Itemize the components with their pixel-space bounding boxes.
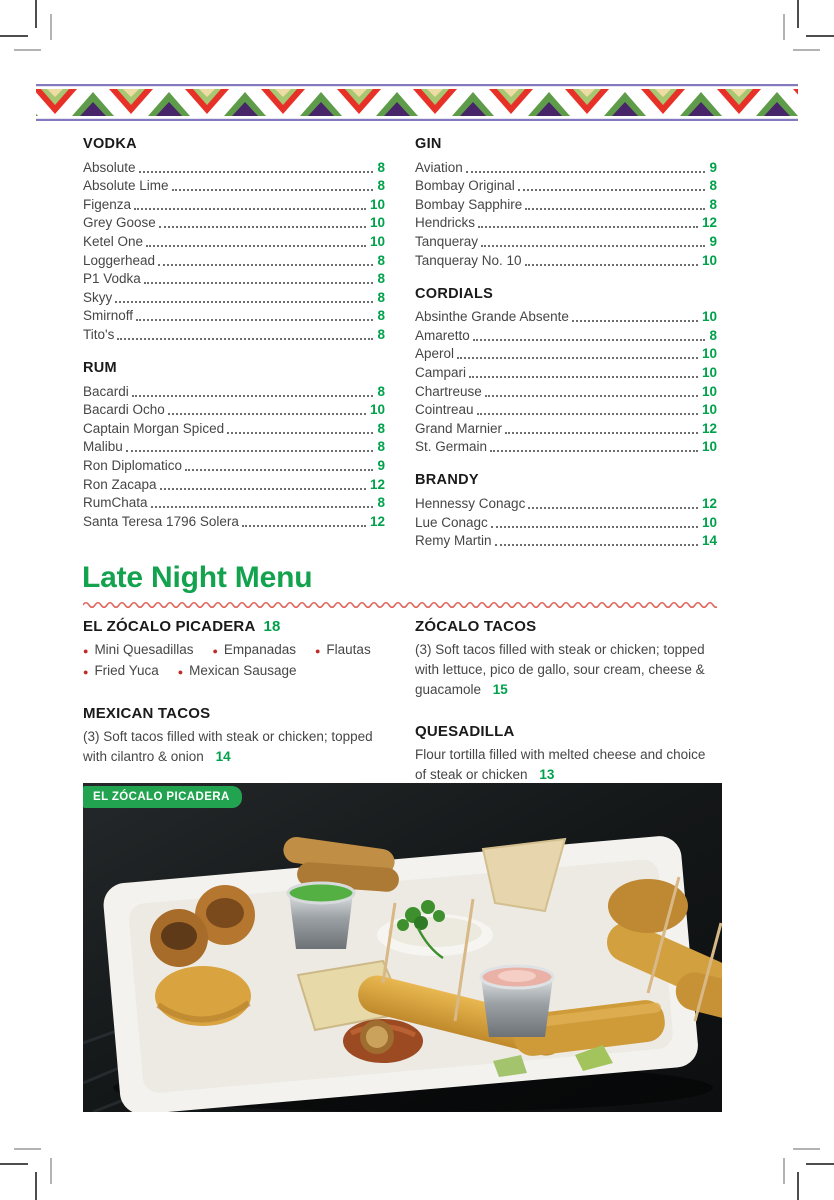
item-name: Amaretto bbox=[415, 327, 470, 343]
item-price: 12 bbox=[701, 495, 717, 511]
menu-item-row bbox=[415, 493, 717, 512]
item-name: Figenza bbox=[83, 196, 132, 212]
dot-leader bbox=[457, 357, 698, 359]
food-item-description: (3) Soft tacos filled with steak or chicken; topped with cilantro & onion 14 bbox=[83, 729, 373, 764]
pink-sauce-cup bbox=[481, 966, 553, 1037]
item-name: RumChata bbox=[83, 495, 148, 511]
section-title: VODKA bbox=[83, 136, 137, 152]
item-price: 8 bbox=[377, 178, 385, 194]
item-name: Grand Marnier bbox=[415, 420, 503, 436]
dot-leader bbox=[185, 469, 373, 471]
dot-leader bbox=[151, 506, 374, 508]
food-item-title: EL ZÓCALO PICADERA 18 bbox=[83, 618, 281, 635]
item-name: Absolute Lime bbox=[83, 178, 169, 194]
bullet-dot-icon: ● bbox=[314, 646, 321, 656]
menu-item-row bbox=[415, 213, 717, 232]
menu-item-row bbox=[415, 418, 717, 437]
bullet-dot-icon: ● bbox=[212, 646, 218, 656]
dot-leader bbox=[481, 245, 705, 247]
wavy-divider bbox=[83, 599, 717, 609]
item-price: 10 bbox=[701, 514, 717, 530]
dot-leader bbox=[144, 282, 374, 284]
item-name: Ketel One bbox=[83, 233, 144, 249]
menu-item-row bbox=[83, 437, 385, 456]
item-name: Tanqueray No. 10 bbox=[415, 252, 522, 268]
menu-item-row bbox=[415, 194, 717, 213]
item-price: 12 bbox=[701, 215, 717, 231]
dish-photo bbox=[83, 783, 722, 1112]
dot-leader bbox=[160, 488, 366, 490]
item-name: Skyy bbox=[83, 289, 113, 305]
item-name: Malibu bbox=[83, 439, 123, 455]
item-name: Chartreuse bbox=[415, 383, 482, 399]
item-name: Hendricks bbox=[415, 215, 476, 231]
bullet-line bbox=[83, 640, 385, 661]
item-name: Aperol bbox=[415, 346, 455, 362]
menu-item-row bbox=[415, 400, 717, 419]
menu-item-row bbox=[415, 512, 717, 531]
bullet-item: ● Mini Quesadillas bbox=[83, 642, 194, 657]
food-item-title: QUESADILLA bbox=[415, 723, 515, 740]
menu-item-row bbox=[415, 325, 717, 344]
item-name: Aviation bbox=[415, 159, 463, 175]
item-price: 12 bbox=[369, 513, 385, 529]
item-name: Ron Diplomatico bbox=[83, 457, 183, 473]
dot-leader bbox=[518, 189, 706, 191]
dot-leader bbox=[525, 208, 705, 210]
menu-item-row bbox=[83, 194, 385, 213]
menu-item-row bbox=[415, 176, 717, 195]
menu-item-row bbox=[415, 362, 717, 381]
dot-leader bbox=[485, 395, 698, 397]
food-item-price: 14 bbox=[215, 749, 231, 764]
item-name: Bacardi bbox=[83, 383, 129, 399]
item-price: 9 bbox=[709, 233, 717, 249]
menu-item-row bbox=[83, 269, 385, 288]
food-item-title: ZÓCALO TACOS bbox=[415, 618, 537, 635]
food-item bbox=[415, 722, 717, 785]
item-price: 10 bbox=[369, 196, 385, 212]
bullet-dot-icon: ● bbox=[177, 667, 184, 677]
dot-leader bbox=[146, 245, 366, 247]
food-item-price: 18 bbox=[263, 618, 281, 635]
item-name: St. Germain bbox=[415, 439, 488, 455]
item-price: 12 bbox=[701, 420, 717, 436]
item-price: 10 bbox=[701, 383, 717, 399]
item-price: 10 bbox=[701, 346, 717, 362]
item-name: Bombay Sapphire bbox=[415, 196, 523, 212]
food-item-price: 15 bbox=[492, 682, 508, 697]
food-item-price: 13 bbox=[539, 767, 555, 782]
item-name: Lue Conagc bbox=[415, 514, 488, 530]
dot-leader bbox=[478, 226, 698, 228]
item-name: Absinthe Grande Absente bbox=[415, 309, 569, 325]
menu-item-row bbox=[415, 381, 717, 400]
food-item bbox=[83, 617, 385, 682]
menu-item-row bbox=[83, 176, 385, 195]
dot-leader bbox=[525, 264, 698, 266]
dot-leader bbox=[505, 432, 698, 434]
dot-leader bbox=[126, 450, 374, 452]
food-item-description: Flour tortilla filled with melted cheese and choice of steak or chicken 13 bbox=[415, 747, 706, 782]
food-item bbox=[83, 704, 385, 767]
item-name: Campari bbox=[415, 364, 467, 380]
food-item bbox=[415, 617, 717, 700]
item-price: 8 bbox=[377, 420, 385, 436]
item-price: 8 bbox=[377, 383, 385, 399]
menu-item-row bbox=[83, 418, 385, 437]
item-name: Loggerhead bbox=[83, 252, 156, 268]
dot-leader bbox=[136, 319, 373, 321]
item-name: Hennessy Conagc bbox=[415, 495, 526, 511]
menu-item-row bbox=[83, 381, 385, 400]
photo-label: EL ZÓCALO PICADERA bbox=[83, 786, 242, 808]
food-column-right bbox=[415, 617, 717, 785]
dot-leader bbox=[168, 413, 366, 415]
item-price: 10 bbox=[369, 233, 385, 249]
item-name: P1 Vodka bbox=[83, 271, 141, 287]
menu-item-row bbox=[83, 400, 385, 419]
dot-leader bbox=[572, 320, 698, 322]
menu-item-row bbox=[83, 493, 385, 512]
menu-item-row bbox=[415, 344, 717, 363]
item-price: 8 bbox=[377, 159, 385, 175]
drinks-column-right bbox=[415, 134, 717, 549]
item-price: 12 bbox=[369, 476, 385, 492]
dot-leader bbox=[158, 264, 373, 266]
bullet-item: ● Mexican Sausage bbox=[177, 663, 297, 678]
item-name: Santa Teresa 1796 Solera bbox=[83, 513, 239, 529]
dot-leader bbox=[469, 376, 698, 378]
menu-item-row bbox=[83, 157, 385, 176]
dot-leader bbox=[139, 171, 374, 173]
item-price: 9 bbox=[709, 159, 717, 175]
dot-leader bbox=[132, 395, 374, 397]
item-price: 10 bbox=[701, 439, 717, 455]
food-item-title: MEXICAN TACOS bbox=[83, 705, 211, 722]
dot-leader bbox=[477, 413, 698, 415]
item-price: 8 bbox=[377, 308, 385, 324]
item-price: 8 bbox=[709, 327, 717, 343]
food-column-left bbox=[83, 617, 385, 767]
menu-item-row bbox=[83, 455, 385, 474]
chevron-pattern-band bbox=[36, 84, 798, 121]
menu-item-row bbox=[415, 250, 717, 269]
menu-item-row bbox=[83, 474, 385, 493]
dot-leader bbox=[134, 208, 366, 210]
item-price: 10 bbox=[701, 364, 717, 380]
item-price: 10 bbox=[701, 252, 717, 268]
item-name: Grey Goose bbox=[83, 215, 156, 231]
item-name: Absolute bbox=[83, 159, 136, 175]
item-price: 8 bbox=[377, 271, 385, 287]
item-price: 14 bbox=[701, 533, 717, 549]
section-title: RUM bbox=[83, 359, 117, 376]
dot-leader bbox=[490, 450, 698, 452]
drinks-column-left bbox=[83, 134, 385, 530]
dot-leader bbox=[159, 226, 366, 228]
dot-leader bbox=[473, 339, 706, 341]
item-price: 10 bbox=[369, 215, 385, 231]
dot-leader bbox=[242, 525, 366, 527]
menu-item-row bbox=[415, 307, 717, 326]
menu-item-row bbox=[83, 511, 385, 530]
item-price: 8 bbox=[377, 289, 385, 305]
bullet-item: ● Empanadas bbox=[212, 642, 296, 657]
item-price: 8 bbox=[709, 178, 717, 194]
drink-section bbox=[415, 134, 717, 269]
item-price: 8 bbox=[377, 326, 385, 342]
drink-section bbox=[415, 470, 717, 549]
menu-item-row bbox=[415, 231, 717, 250]
item-name: Tito's bbox=[83, 326, 115, 342]
item-price: 10 bbox=[701, 309, 717, 325]
section-title: CORDIALS bbox=[415, 285, 494, 302]
drink-section bbox=[83, 358, 385, 530]
menu-item-row bbox=[415, 437, 717, 456]
food-item-description: (3) Soft tacos filled with steak or chicken; topped with lettuce, pico de gallo, sour cream, cheese & guacamole 15 bbox=[415, 642, 705, 697]
menu-item-row bbox=[83, 250, 385, 269]
bullet-line bbox=[83, 661, 385, 682]
menu-item-row bbox=[83, 324, 385, 343]
item-name: Cointreau bbox=[415, 402, 474, 418]
item-name: Tanqueray bbox=[415, 233, 479, 249]
item-price: 9 bbox=[377, 457, 385, 473]
bullet-dot-icon: ● bbox=[83, 646, 89, 656]
item-name: Bacardi Ocho bbox=[83, 402, 165, 418]
menu-item-row bbox=[415, 531, 717, 550]
bullet-item: ● Fried Yuca bbox=[83, 663, 159, 678]
item-name: Remy Martin bbox=[415, 533, 492, 549]
dot-leader bbox=[528, 507, 698, 509]
section-title: GIN bbox=[415, 136, 442, 152]
dot-leader bbox=[466, 171, 706, 173]
menu-item-row bbox=[83, 231, 385, 250]
drink-section bbox=[83, 134, 385, 343]
dot-leader bbox=[495, 544, 698, 546]
green-sauce-cup bbox=[288, 883, 354, 949]
drink-section bbox=[415, 284, 717, 456]
item-name: Smirnoff bbox=[83, 308, 134, 324]
item-price: 10 bbox=[701, 402, 717, 418]
item-price: 10 bbox=[369, 402, 385, 418]
item-price: 8 bbox=[377, 495, 385, 511]
item-price: 8 bbox=[377, 439, 385, 455]
bullet-dot-icon: ● bbox=[83, 667, 89, 677]
bullet-item: ● Flautas bbox=[314, 642, 371, 657]
item-price: 8 bbox=[709, 196, 717, 212]
late-night-menu-title: Late Night Menu bbox=[82, 561, 313, 594]
menu-item-row bbox=[415, 157, 717, 176]
item-name: Ron Zacapa bbox=[83, 476, 157, 492]
dot-leader bbox=[172, 189, 374, 191]
menu-item-row bbox=[83, 287, 385, 306]
item-name: Bombay Original bbox=[415, 178, 515, 194]
dot-leader bbox=[491, 526, 698, 528]
dish-photo-illustration bbox=[83, 783, 722, 1112]
dot-leader bbox=[227, 432, 373, 434]
section-title: BRANDY bbox=[415, 472, 479, 489]
dot-leader bbox=[115, 301, 373, 303]
item-name: Captain Morgan Spiced bbox=[83, 420, 225, 436]
menu-item-row bbox=[83, 213, 385, 232]
dot-leader bbox=[117, 338, 373, 340]
menu-item-row bbox=[83, 306, 385, 325]
item-price: 8 bbox=[377, 252, 385, 268]
